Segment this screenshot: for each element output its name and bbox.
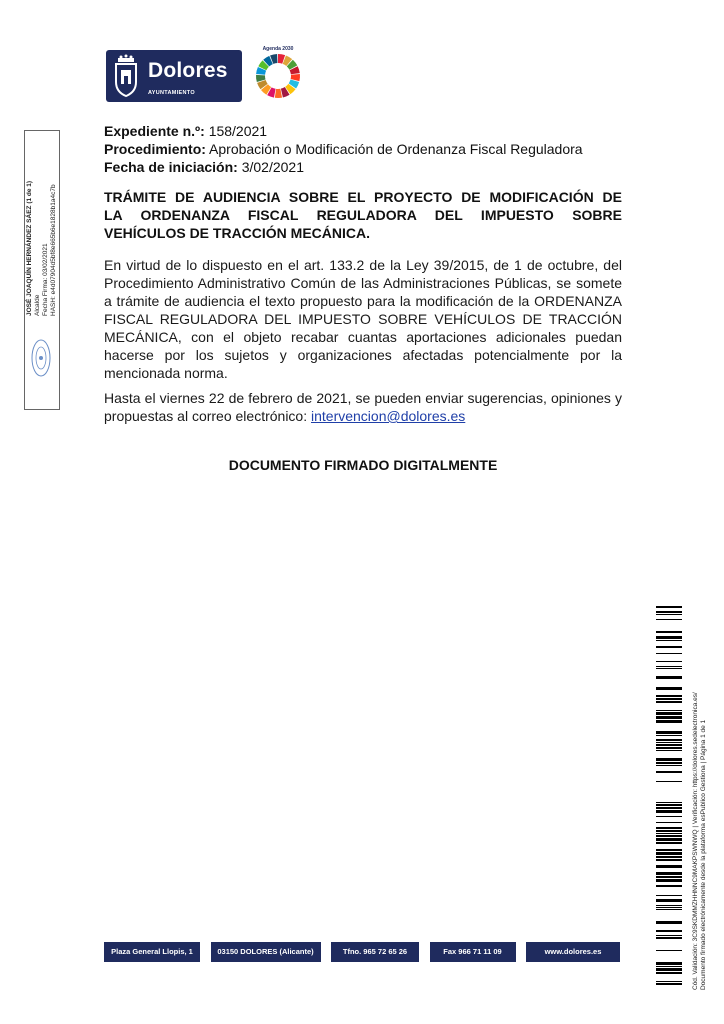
barcode-bar [656, 636, 682, 639]
signer-name: JOSÉ JOAQUÍN HERNÁNDEZ SÁEZ (1 de 1) [26, 180, 33, 316]
barcode-bar [656, 750, 682, 751]
barcode-bar [656, 735, 682, 736]
barcode-bar [656, 744, 682, 746]
header [106, 44, 306, 108]
barcode-bar [656, 606, 682, 608]
barcode-bar [656, 962, 682, 965]
verification-line-2: Documento firmado electrónicamente desde la plataforma esPublico Gestiona | Página 1 de 1 [700, 719, 707, 990]
barcode-bar [656, 687, 682, 690]
sdg-wheel-icon [254, 52, 302, 100]
barcode-bar [656, 966, 682, 967]
barcode-bar [656, 972, 682, 974]
barcode-bar [656, 771, 682, 773]
barcode-bar [656, 668, 682, 669]
expediente-line [104, 122, 624, 140]
footer-phone: Tfno. 965 72 65 26 [331, 942, 419, 962]
agenda-label: Agenda 2030 [262, 46, 294, 52]
barcode-bar [656, 804, 682, 806]
barcode-bar [656, 765, 682, 766]
barcode-bar [656, 611, 682, 613]
seal-icon [30, 336, 52, 380]
document-title [104, 188, 622, 242]
title-line-1: TRÁMITE DE AUDIENCIA SOBRE EL PROYECTO DE MODIFICACIÓN DE [104, 189, 622, 205]
barcode-bar [656, 731, 682, 734]
barcode-bar [656, 872, 682, 875]
barcode-bar [656, 716, 682, 719]
body-paragraph-2-text: Hasta el viernes 22 de febrero de 2021, se pueden enviar sugerencias, opiniones y propuestas al correo electrónico: [104, 390, 622, 424]
verification-text [692, 645, 708, 990]
barcode-bar [656, 899, 682, 902]
barcode-bar [656, 758, 682, 761]
logo-subtitle: AYUNTAMIENTO [148, 90, 195, 96]
footer-fax: Fax 966 71 11 09 [430, 942, 516, 962]
barcode-bar [656, 833, 682, 834]
signature-panel [24, 130, 60, 410]
barcode-bar [656, 830, 682, 832]
barcode-bar [656, 849, 682, 851]
agenda-2030-logo [248, 44, 308, 108]
barcode-bar [656, 852, 682, 855]
fecha-label: Fecha de iniciación: [104, 159, 238, 175]
barcode-bar [656, 710, 682, 711]
barcode-bar [656, 802, 682, 803]
barcode-bar [656, 909, 682, 910]
barcode-bar [656, 937, 682, 939]
barcode-bar [656, 981, 682, 982]
barcode-bar [656, 865, 682, 868]
barcode-bar [656, 646, 682, 648]
signer-role: Alcalde [34, 294, 41, 316]
barcode-bar [656, 838, 682, 841]
barcode-bar [656, 842, 682, 844]
expediente-label: Expediente n.º: [104, 123, 205, 139]
barcode [656, 606, 682, 989]
barcode-bar [656, 712, 682, 715]
barcode-bar [656, 921, 682, 924]
body-paragraph-1: En virtud de lo dispuesto en el art. 133.2 de la Ley 39/2015, de 1 de octubre, del Procedimiento Administrativo Común de las Administraciones Públicas, se somete a trámite de audiencia el texto propuesto para la modificación de la ORDENANZA FISCAL REGULADORA DEL IMPUESTO SOBRE VEHÍCULOS DE TRACCIÓN MECÁNICA, con el objeto recabar cuantas aportaciones adicionales puedan hacerse por los sujetos y organizaciones afectadas potencialmente por la mencionada norma. [104, 257, 622, 381]
procedimiento-label: Procedimiento: [104, 141, 206, 157]
procedimiento-line [104, 140, 624, 158]
sign-hash: HASH: e4d07904d5bf8e665b6e1828b1a4c7b [50, 184, 57, 316]
sdg-segment [275, 89, 282, 98]
barcode-bar [656, 827, 682, 829]
barcode-bar [656, 835, 682, 837]
title-line-2: LA ORDENANZA FISCAL REGULADORA DEL IMPUESTO SOBRE [104, 207, 622, 223]
title-line-3: VEHÍCULOS DE TRACCIÓN MECÁNICA. [104, 225, 371, 241]
footer-address: Plaza General Llopis, 1 [104, 942, 200, 962]
logo-name: Dolores [148, 59, 228, 82]
dolores-logo [106, 50, 242, 102]
footer-web[interactable]: www.dolores.es [526, 942, 620, 962]
signature-text [26, 136, 58, 316]
barcode-bar [656, 859, 682, 861]
barcode-bar [656, 739, 682, 741]
barcode-bar [656, 631, 682, 633]
barcode-bar [656, 698, 682, 700]
document-metadata [104, 122, 624, 176]
sign-date: Fecha Firma: 03/02/2021 [42, 243, 49, 316]
barcode-bar [656, 781, 682, 782]
barcode-bar [656, 807, 682, 809]
barcode-bar [656, 640, 682, 641]
footer-city: 03150 DOLORES (Alicante) [211, 942, 321, 962]
barcode-bar [656, 810, 682, 813]
barcode-bar [656, 935, 682, 936]
footer [104, 942, 620, 962]
barcode-bar [656, 747, 682, 749]
barcode-bar [656, 695, 682, 697]
barcode-bar [656, 619, 682, 620]
barcode-bar [656, 907, 682, 908]
procedimiento-value: Aprobación o Modificación de Ordenanza Fiscal Reguladora [209, 141, 583, 157]
barcode-bar [656, 653, 682, 654]
barcode-bar [656, 930, 682, 932]
barcode-bar [656, 876, 682, 878]
barcode-bar [656, 895, 682, 896]
email-link[interactable]: intervencion@dolores.es [311, 408, 466, 424]
fecha-value: 3/02/2021 [241, 159, 305, 175]
barcode-bar [656, 762, 682, 764]
barcode-bar [656, 666, 682, 667]
sdg-center [269, 67, 287, 85]
barcode-bar [656, 676, 682, 679]
barcode-bar [656, 720, 682, 723]
verification-line-1: Cód. Validación: 3C9SKDMMZHHNNC9MAKPSWNWQ | Verificación: https://dolores.sedelectronica.es/ [692, 692, 699, 990]
signed-notice: DOCUMENTO FIRMADO DIGITALMENTE [228, 457, 498, 473]
barcode-bar [656, 968, 682, 971]
barcode-bar [656, 701, 682, 703]
barcode-bar [656, 742, 682, 743]
coat-of-arms-icon [112, 54, 140, 98]
barcode-bar [656, 879, 682, 882]
expediente-value: 158/2021 [208, 123, 268, 139]
body-paragraph-2 [104, 389, 622, 425]
barcode-bar [656, 822, 682, 823]
barcode-bar [656, 905, 682, 906]
fecha-line [104, 158, 624, 176]
barcode-bar [656, 983, 682, 985]
barcode-bar [656, 816, 682, 817]
barcode-bar [656, 661, 682, 662]
barcode-bar [656, 614, 682, 615]
barcode-bar [656, 856, 682, 858]
barcode-bar [656, 950, 682, 951]
barcode-bar [656, 885, 682, 887]
